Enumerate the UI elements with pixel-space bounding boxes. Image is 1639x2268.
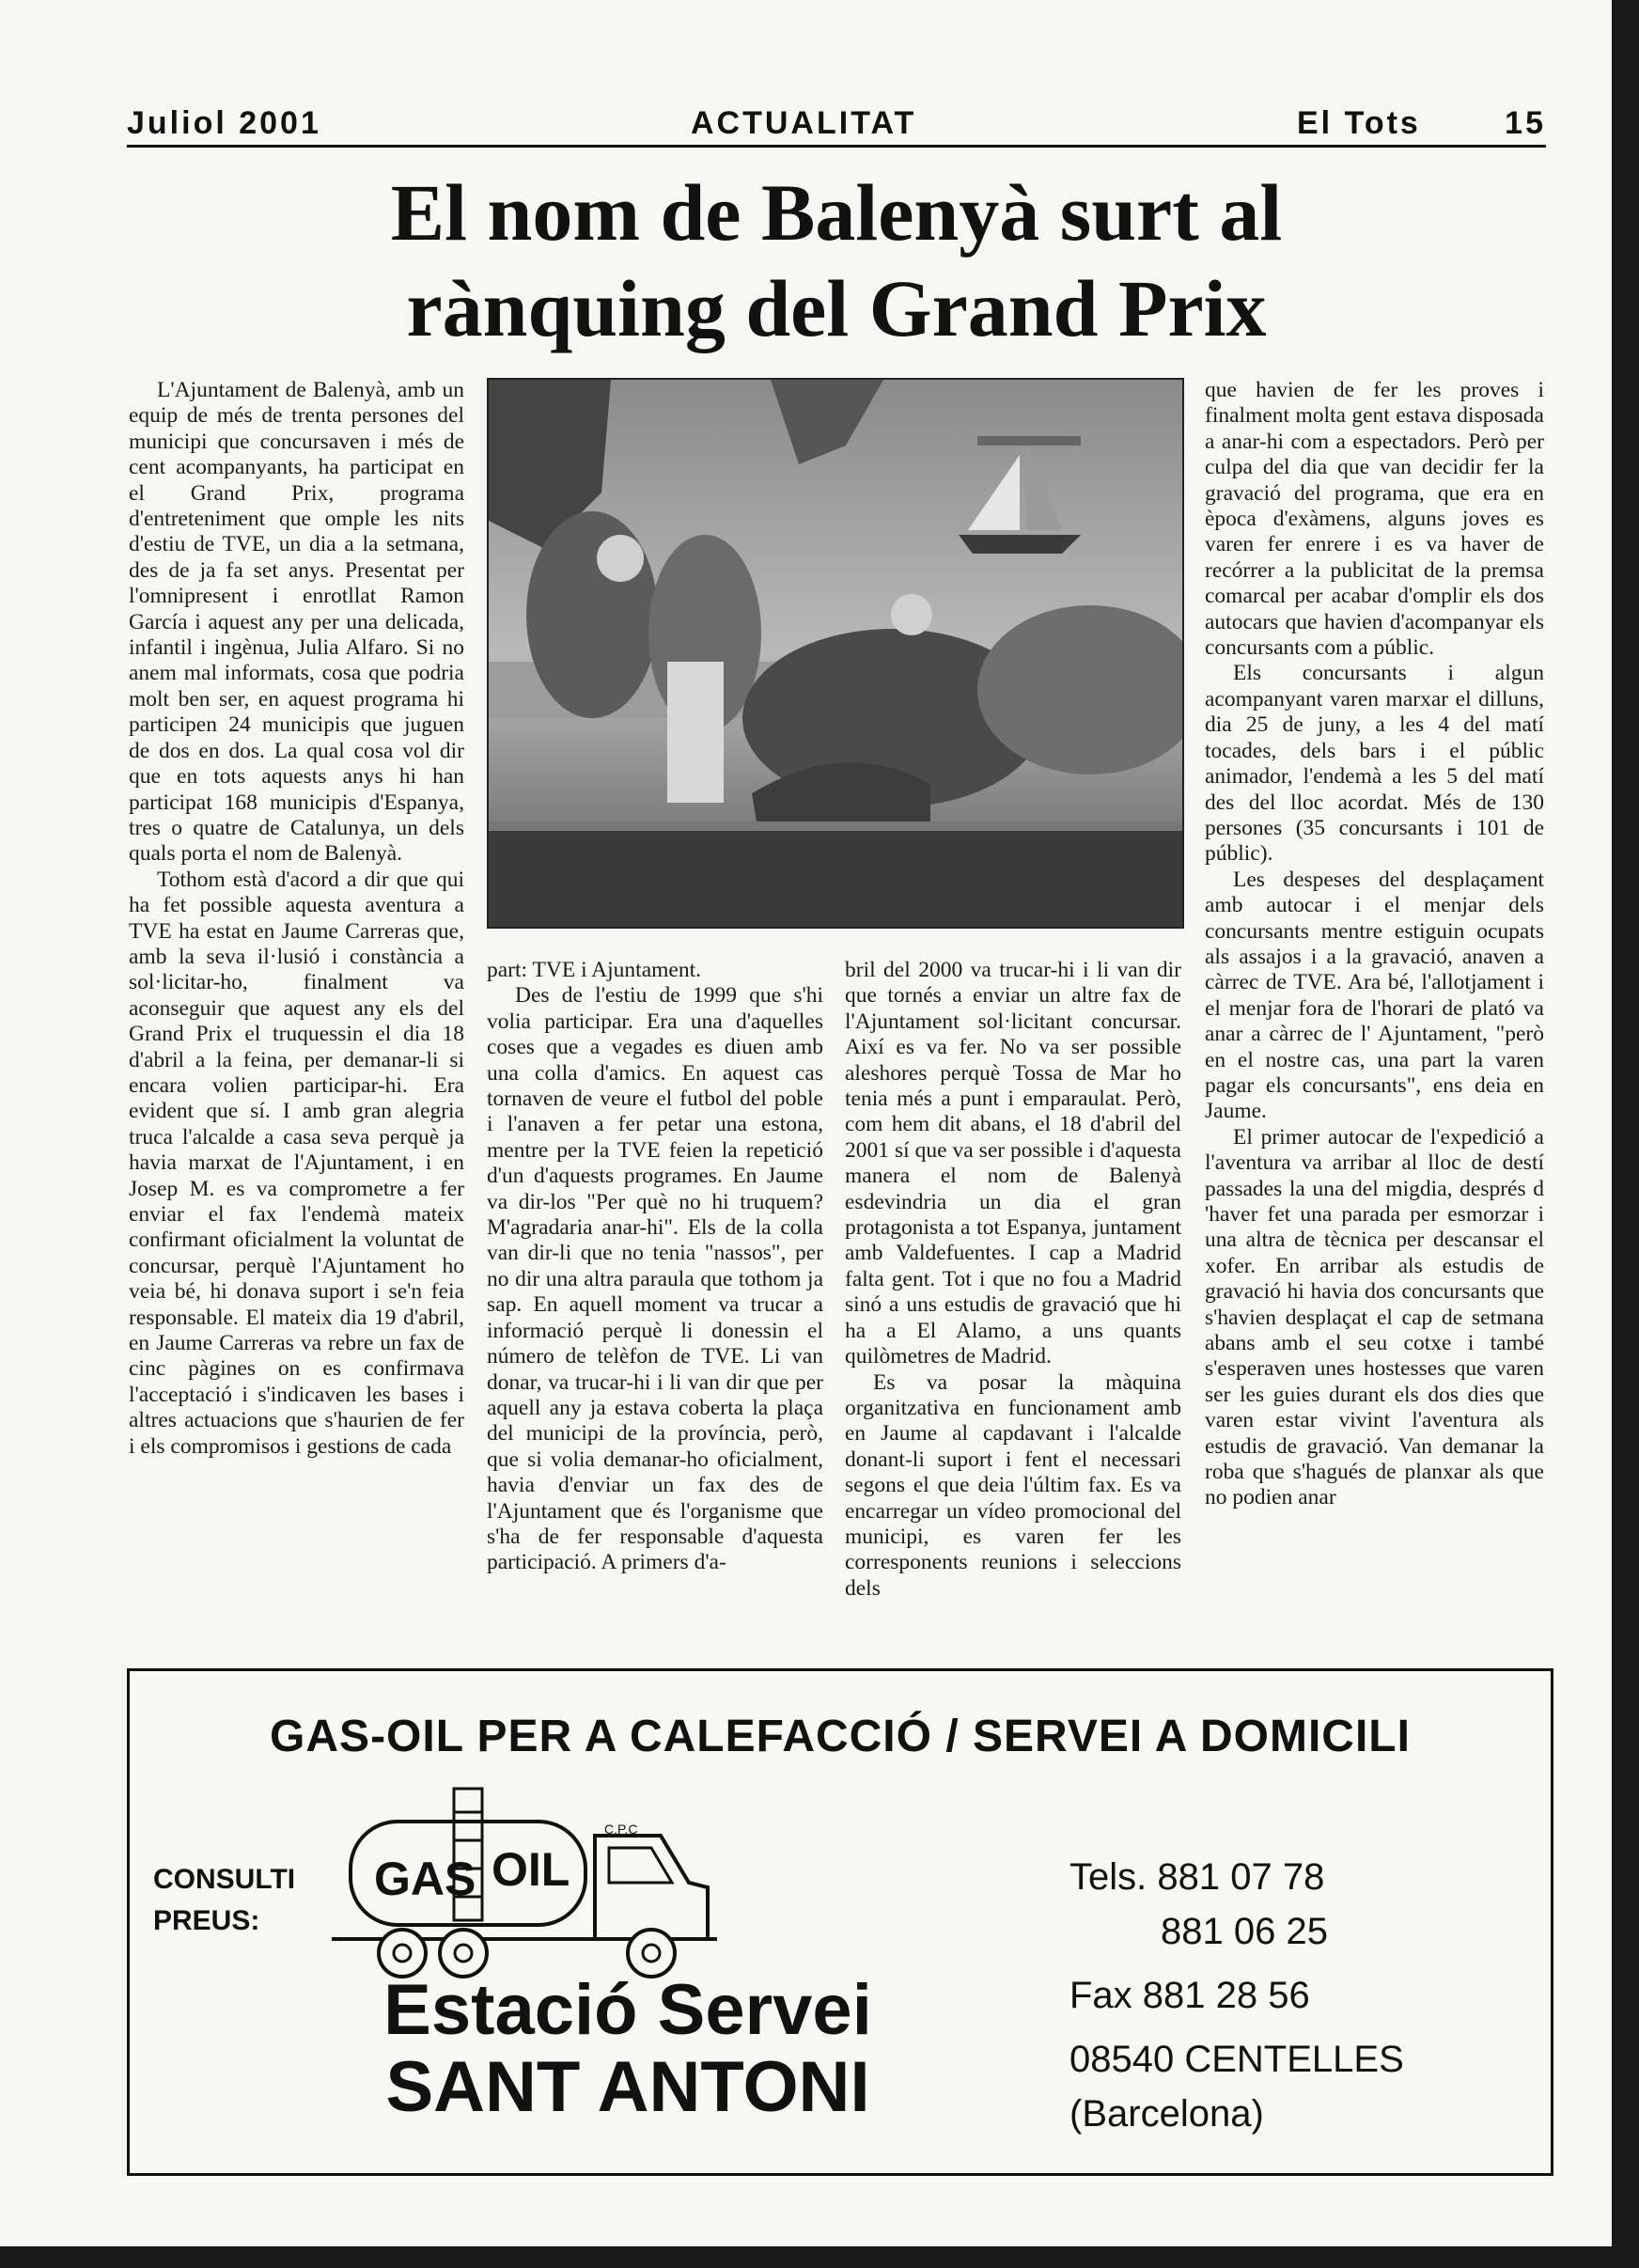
paragraph: El primer autocar de l'expedició a l'aventura va arribar al lloc de destí passades la una del migdia, després d 'haver fet una parada per esmorzar i una altra de tècnica per descansar el xofer. En arribar als estudis de gravació hi havia dos concursants que s'havien desplaçat el cap de setmana abans amb el seu cotxe i també s'esperaven unes hostesses que varen ser les guies durant els dos dies que varen estar vivint l'aventura als estudis de gravació. Van demanar la roba que s'hagués de planxar als que no podien anar bbox=[1205, 1124, 1544, 1510]
section-name: ACTUALITAT bbox=[691, 105, 917, 141]
truck-plate: C.P.C bbox=[604, 1822, 638, 1837]
article-column-2 bbox=[487, 958, 823, 1639]
article-photo bbox=[487, 378, 1184, 929]
ad-contact-info bbox=[1069, 1850, 1404, 2141]
paragraph: L'Ajuntament de Balenyà, amb un equip de més de trenta persones del municipi que concursaven i més de cent acompanyants, ha participat en el Grand Prix, programa d'entreteniment que omple les nits d'estiu de TVE, un dia a la setmana, des de ja fa set anys. Presentat per l'omnipresent i enrotllat Ramon García i aquest any per una delicada, infantil i ingènua, Julia Alfaro. Si no anem mal informats, cosa que podria molt ben ser, en aquest programa hi participen 24 municipis que juguen de dos en dos. La qual cosa vol dir que en tots aquests anys hi han participat 168 municipis d'Espanya, tres o quatre de Catalunya, un dels quals porta el nom de Balenyà. bbox=[129, 378, 464, 867]
ad-business-name bbox=[304, 1972, 952, 2126]
tanker-truck-icon bbox=[332, 1784, 726, 1991]
paragraph: Tothom està d'acord a dir que qui ha fet possible aquesta aventura a TVE ha estat en Jaume Carreras que, amb la seva il·lusió i constància a sol·licitar-ho, finalment va aconseguir que aquest any els del Grand Prix el truquessin el dia 18 d'abril a la feina, per demanar-li si encara volien participar-hi. Era evident que sí. I amb gran alegria truca l'alcalde a casa seva perquè ja havia marxat de l'Ajuntament, i en Josep M. es va comprometre a fer enviar el fax l'endemà mateix confirmant oficialment la voluntat de concursar, perquè l'Ajuntament ho veia bé, hi donava suport i se'n feia responsable. El mateix dia 19 d'abril, en Jaume Carreras va rebre un fax de cinc pàgines on es confirmava l'acceptació i s'indicaven les bases i altres actuacions que s'haurien de fer i els compromisos i gestions de cada bbox=[129, 867, 464, 1459]
paragraph: Es va posar la màquina organitzativa en funcionament amb en Jaume al capdavant i l'alcalde donant-li suport i fent el necessari segons el que deia l'últim fax. Es va encarregar un vídeo promocional del municipi, es varen fer les corresponents reunions i seleccions dels bbox=[845, 1369, 1181, 1601]
page-header bbox=[127, 105, 1546, 148]
paragraph: Les despeses del desplaçament amb autocar i el menjar dels concursants mentre estiguin ocupats als assajos i a la gravació, anaven a càrrec de TVE. Ara bé, l'allotjament i el menjar fora de l'horari de plató va anar a càrrec de l' Ajuntament, "però en el nostre cas, una part la varen pagar els concursants", ens deia en Jaume. bbox=[1205, 867, 1544, 1124]
truck-text-gas: GAS bbox=[374, 1853, 476, 1905]
article-column-4 bbox=[1205, 378, 1544, 1639]
preus-label: PREUS: bbox=[153, 1905, 260, 1936]
phone-number-2: 881 06 25 bbox=[1161, 1911, 1328, 1952]
article-column-1 bbox=[129, 378, 464, 1639]
article-title bbox=[127, 164, 1546, 356]
paragraph: Els concursants i algun acompanyant varen marxar el dilluns, dia 25 de juny, a les 4 del matí tocades, dels bars i el públic animador, l'endemà a les 5 del matí des del lloc acordat. Més de 130 persones (35 concursants i 101 de públic). bbox=[1205, 661, 1544, 867]
paragraph: part: TVE i Ajuntament. bbox=[487, 958, 702, 982]
ad-consult-prices bbox=[153, 1859, 295, 1942]
tv-set-photo bbox=[489, 380, 1182, 927]
phone-line-1: Tels. 881 07 78 bbox=[1069, 1856, 1325, 1898]
title-line-1: El nom de Balenyà surt al bbox=[390, 167, 1283, 258]
page-number: 15 bbox=[1505, 105, 1546, 141]
paragraph: bril del 2000 va trucar-hi i li van dir que tornés a enviar un altre fax de l'Ajuntament sol·licitant concursar. Així es va fer. No va ser possible aleshores perquè Tossa de Mar ho tenia més a punt i emparaulat. Però, com hem dit abans, el 18 d'abril del 2001 sí que va ser possible i d'aquesta manera el nom de Balenyà esdevindria un dia el gran protagonista a tot Espanya, juntament amb Valdefuentes. I cap a Madrid falta gent. Tot i que no fou a Madrid sinó a uns estudis de gravació que hi ha a El Alamo, a uns quants quilòmetres de Madrid. bbox=[845, 958, 1181, 1369]
address-line: 08540 CENTELLES bbox=[1069, 2039, 1404, 2080]
title-line-2: rànquing del Grand Prix bbox=[406, 263, 1267, 353]
paragraph: que havien de fer les proves i finalment molta gent estava disposada a anar-hi com a espectadors. Però per culpa del dia que van decidir fer la gravació del programa, que era en època d'exàmens, alguns joves es varen fer enrere i es va haver de recórrer a la publicitat de la premsa comarcal per acabar d'omplir els dos autocars que havien d'acompanyar els concursants com a públic. bbox=[1205, 378, 1544, 661]
article-column-3 bbox=[845, 958, 1181, 1639]
advertisement bbox=[127, 1668, 1553, 2176]
fax-number: Fax 881 28 56 bbox=[1069, 1975, 1310, 2016]
business-name-line-1: Estació Servei bbox=[383, 1970, 872, 2050]
truck-text-oil: OIL bbox=[492, 1843, 570, 1896]
phone-line-2 bbox=[1069, 1904, 1404, 1959]
consulti-label: CONSULTI bbox=[153, 1864, 296, 1895]
ad-headline: GAS-OIL PER A CALEFACCIÓ / SERVEI A DOMICILI bbox=[270, 1712, 1411, 1761]
paragraph: Des de l'estiu de 1999 que s'hi volia participar. Era una d'aquelles coses que a vegades es diuen amb una colla d'amics. En aquest cas tornaven de veure el futbol del poble i l'anaven a fer petar una estona, mentre per la TVE feien la repetició d'un d'aquests programes. En Jaume va dir-los "Per què no hi truquem? M'agradaria anar-hi". Els de la colla van dir-li que no tenia "nassos", per no dir una altra paraula que tothom ja sap. En aquell moment va trucar a informació perquè li donessin el número de telèfon de TVE. Li van donar, va trucar-hi i li van dir que per aquell any ja estava coberta la plaça del municipi de la província, però, que si volia demanar-ho oficialment, havia d'enviar un fax des de l'Ajuntament que és l'organisme que s'ha de fer responsable d'aquesta participació. A primers d'a- bbox=[487, 983, 823, 1575]
business-name-line-2: SANT ANTONI bbox=[385, 2047, 870, 2127]
issue-date: Juliol 2001 bbox=[127, 105, 321, 141]
region-line: (Barcelona) bbox=[1069, 2093, 1264, 2135]
publication-name: El Tots bbox=[1297, 105, 1421, 141]
